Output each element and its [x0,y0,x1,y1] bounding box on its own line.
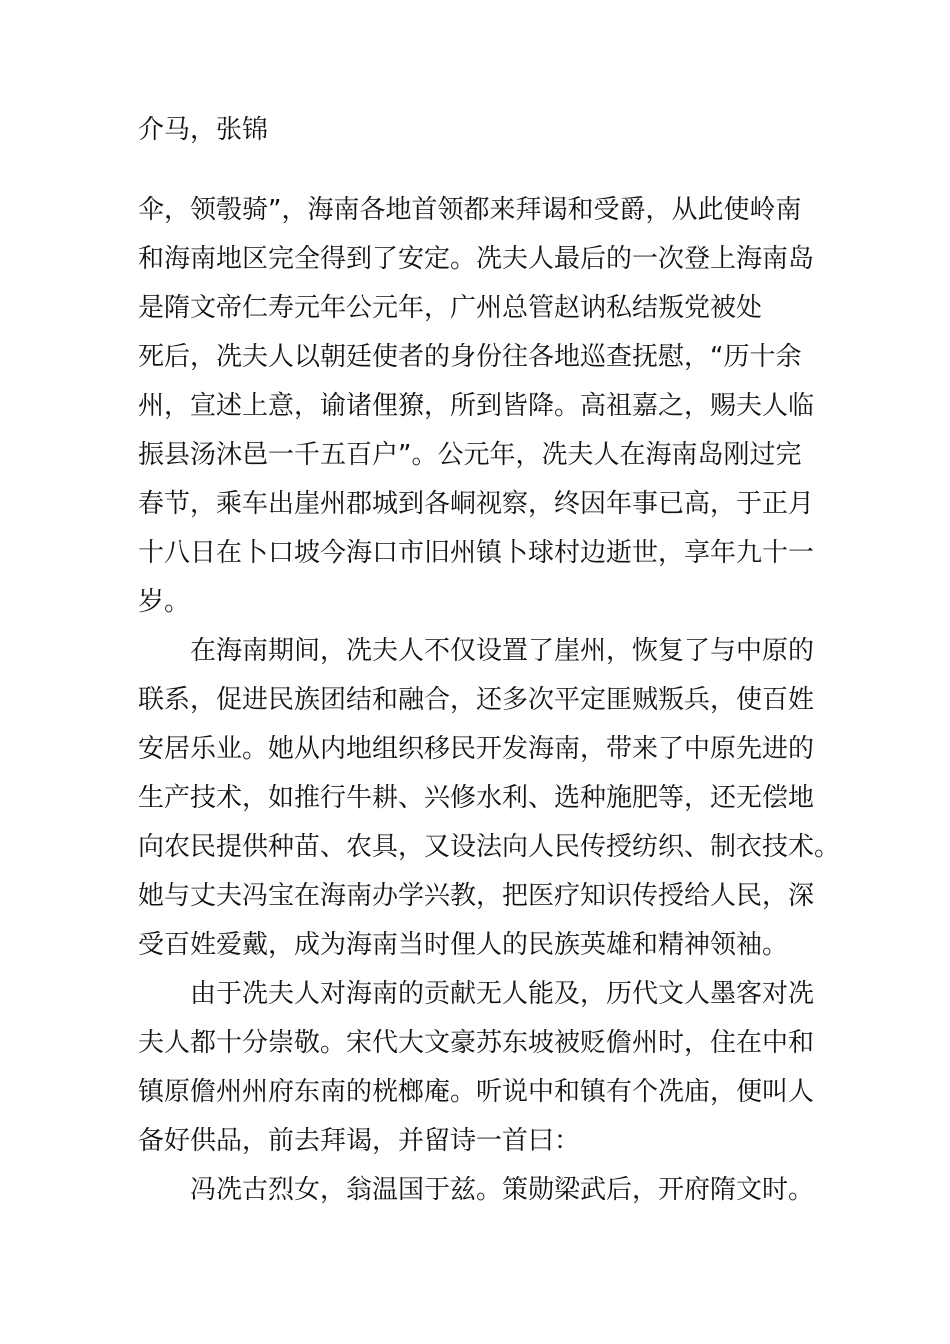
paragraph-first-line: 在海南期间，冼夫人不仅设置了崖州，恢复了与中原的 [190,636,815,666]
text-line: 安居乐业。她从内地组织移民开发海南，带来了中原先进的 [138,734,815,764]
text-line: 是隋文帝仁寿元年公元年，广州总管赵讷私结叛党被处 [138,293,763,323]
text-line: 受百姓爱戴，成为海南当时俚人的民族英雄和精神领袖。 [138,930,789,960]
text-line: 和海南地区完全得到了安定。冼夫人最后的一次登上海南岛 [138,244,815,274]
text-line: 十八日在卜口坡今海口市旧州镇卜球村边逝世，享年九十一 [138,538,815,568]
text-line: 她与丈夫冯宝在海南办学兴教，把医疗知识传授给人民，深 [138,881,815,911]
text-line: 振县汤沐邑一千五百户”。公元年，冼夫人在海南岛刚过完 [138,440,802,470]
poem-line: 冯冼古烈女，翁温国于兹。策勋梁武后，开府隋文时。 [190,1175,815,1205]
text-line: 伞，领彀骑”，海南各地首领都来拜谒和受爵，从此使岭南 [138,195,802,225]
text-line: 备好供品，前去拜谒，并留诗一首曰： [138,1126,581,1156]
text-line: 介马，张锦 [138,115,269,145]
text-line: 岁。 [138,587,191,617]
paragraph-first-line: 由于冼夫人对海南的贡献无人能及，历代文人墨客对冼 [190,979,815,1009]
text-line: 向农民提供种苗、农具，又设法向人民传授纺织、制衣技术。 [138,832,841,862]
text-line: 镇原儋州州府东南的桄榔庵。听说中和镇有个冼庙，便叫人 [138,1077,815,1107]
text-line: 春节，乘车出崖州郡城到各峒视察，终因年事已高，于正月 [138,489,815,519]
text-line: 生产技术，如推行牛耕、兴修水利、选种施肥等，还无偿地 [138,783,815,813]
text-line: 夫人都十分崇敬。宋代大文豪苏东坡被贬儋州时，住在中和 [138,1028,815,1058]
text-line: 死后，冼夫人以朝廷使者的身份往各地巡查抚慰，“历十余 [138,342,802,372]
text-line: 联系，促进民族团结和融合，还多次平定匪贼叛兵，使百姓 [138,685,815,715]
text-line: 州，宣述上意，谕诸俚獠，所到皆降。高祖嘉之，赐夫人临 [138,391,815,421]
